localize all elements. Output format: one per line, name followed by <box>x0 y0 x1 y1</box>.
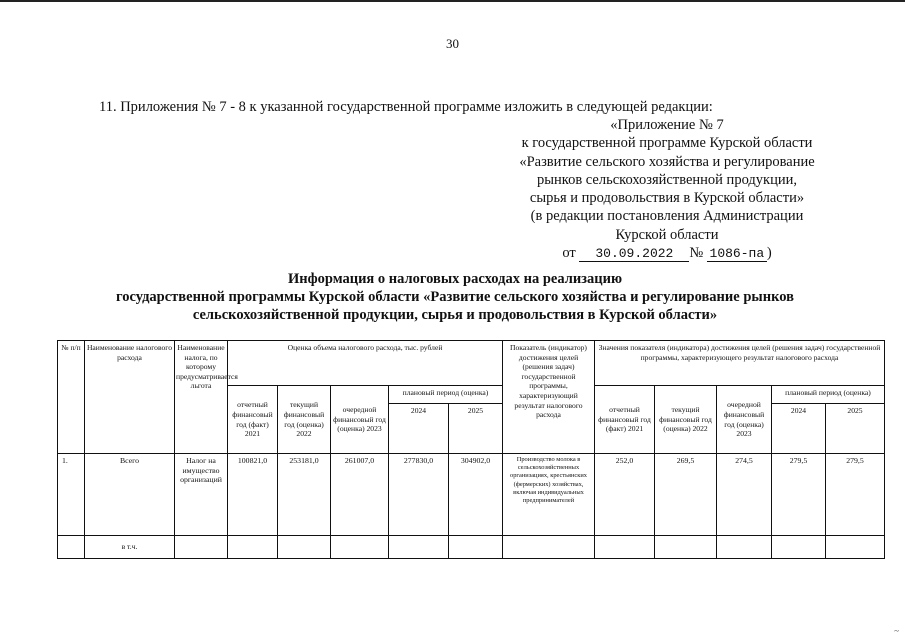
header-estimate-group: Оценка объема налогового расхода, тыс. рублей <box>228 341 503 386</box>
header-reporting-year: отчетный финансовый год (факт) 2021 <box>228 386 278 454</box>
header-year-2024: 2024 <box>772 404 826 454</box>
header-year-2025: 2025 <box>826 404 885 454</box>
appendix-date-line <box>486 244 848 262</box>
cell-tax-name: Налог на имущество организаций <box>175 454 228 536</box>
cell-value: 279,5 <box>826 454 885 536</box>
cell-empty <box>278 536 331 559</box>
top-border <box>0 0 905 2</box>
cell-value: 269,5 <box>655 454 717 536</box>
header-next-year: очередной финансовый год (оценка) 2023 <box>331 386 389 454</box>
cell-estimate: 253181,0 <box>278 454 331 536</box>
cell-empty <box>655 536 717 559</box>
number-suffix: ) <box>766 245 772 262</box>
cell-empty <box>449 536 503 559</box>
page-corner-mark: ~ <box>894 626 899 636</box>
cell-value: 274,5 <box>717 454 772 536</box>
cell-empty <box>717 536 772 559</box>
header-planning-period: плановый период (оценка) <box>772 386 885 404</box>
cell-empty <box>175 536 228 559</box>
number-prefix: № <box>689 245 704 262</box>
cell-empty <box>503 536 595 559</box>
decree-number: 1086-па <box>707 247 767 262</box>
cell-value: 252,0 <box>595 454 655 536</box>
intro-paragraph: 11. Приложения № 7 - 8 к указанной государственной программе изложить в следующей редакции: <box>99 99 713 115</box>
header-current-year: текущий финансовый год (оценка) 2022 <box>655 386 717 454</box>
title-line: Информация о налоговых расходах на реализацию <box>287 271 623 287</box>
page-number: 30 <box>446 36 459 51</box>
appendix-line: Курской области <box>615 226 719 243</box>
decree-date: 30.09.2022 <box>579 247 689 262</box>
title-line: сельскохозяйственной продукции, сырья и продовольствия в Курской области» <box>192 307 718 323</box>
header-num: № п/п <box>58 341 85 454</box>
appendix-line: к государственной программе Курской области <box>521 135 813 152</box>
cell-expense-name: Всего <box>85 454 175 536</box>
header-values-group: Значения показателя (индикатора) достижения целей (решения задач) государственной программы, характеризующего результат налогового расхода <box>595 341 885 386</box>
header-year-2024: 2024 <box>389 404 449 454</box>
header-planning-period: плановый период (оценка) <box>389 386 503 404</box>
cell-empty <box>772 536 826 559</box>
cell-value: 279,5 <box>772 454 826 536</box>
header-row <box>58 341 885 386</box>
cell-indicator: Производство молока в сельскохозяйственных организациях, крестьянских (фермерских) хозяйствах, включая индивидуальных предпринимателей <box>503 454 595 536</box>
tax-expenses-table <box>57 340 885 559</box>
cell-empty <box>58 536 85 559</box>
cell-empty <box>826 536 885 559</box>
cell-empty <box>331 536 389 559</box>
header-next-year: очередной финансовый год (оценка) 2023 <box>717 386 772 454</box>
table-row <box>58 454 885 536</box>
cell-empty <box>389 536 449 559</box>
title-line: государственной программы Курской области «Развитие сельского хозяйства и регулирование рынков <box>116 289 794 305</box>
header-expense-name: Наименование налогового расхода <box>85 341 175 454</box>
cell-including-label: в т.ч. <box>85 536 175 559</box>
appendix-line: сырья и продовольствия в Курской области» <box>529 190 805 207</box>
document-title <box>60 270 850 324</box>
cell-empty <box>595 536 655 559</box>
cell-estimate: 100821,0 <box>228 454 278 536</box>
header-current-year: текущий финансовый год (оценка) 2022 <box>278 386 331 454</box>
table-row <box>58 536 885 559</box>
appendix-line: «Приложение № 7 <box>610 117 724 133</box>
header-reporting-year: отчетный финансовый год (факт) 2021 <box>595 386 655 454</box>
cell-estimate: 261007,0 <box>331 454 389 536</box>
cell-estimate: 304902,0 <box>449 454 503 536</box>
header-year-2025: 2025 <box>449 404 503 454</box>
header-tax-name: Наименование налога, по которому предусматривается льгота <box>175 341 228 454</box>
appendix-line: рынков сельскохозяйственной продукции, <box>537 171 797 188</box>
cell-num: 1. <box>58 454 85 536</box>
cell-empty <box>228 536 278 559</box>
date-prefix: от <box>562 245 576 262</box>
cell-estimate: 277830,0 <box>389 454 449 536</box>
header-indicator: Показатель (индикатор) достижения целей (решения задач) государственной программы, характеризующий результат налогового расхода <box>503 341 595 454</box>
appendix-line: (в редакции постановления Администрации <box>530 208 804 225</box>
appendix-header <box>486 116 848 262</box>
appendix-line: «Развитие сельского хозяйства и регулирование <box>519 153 815 170</box>
